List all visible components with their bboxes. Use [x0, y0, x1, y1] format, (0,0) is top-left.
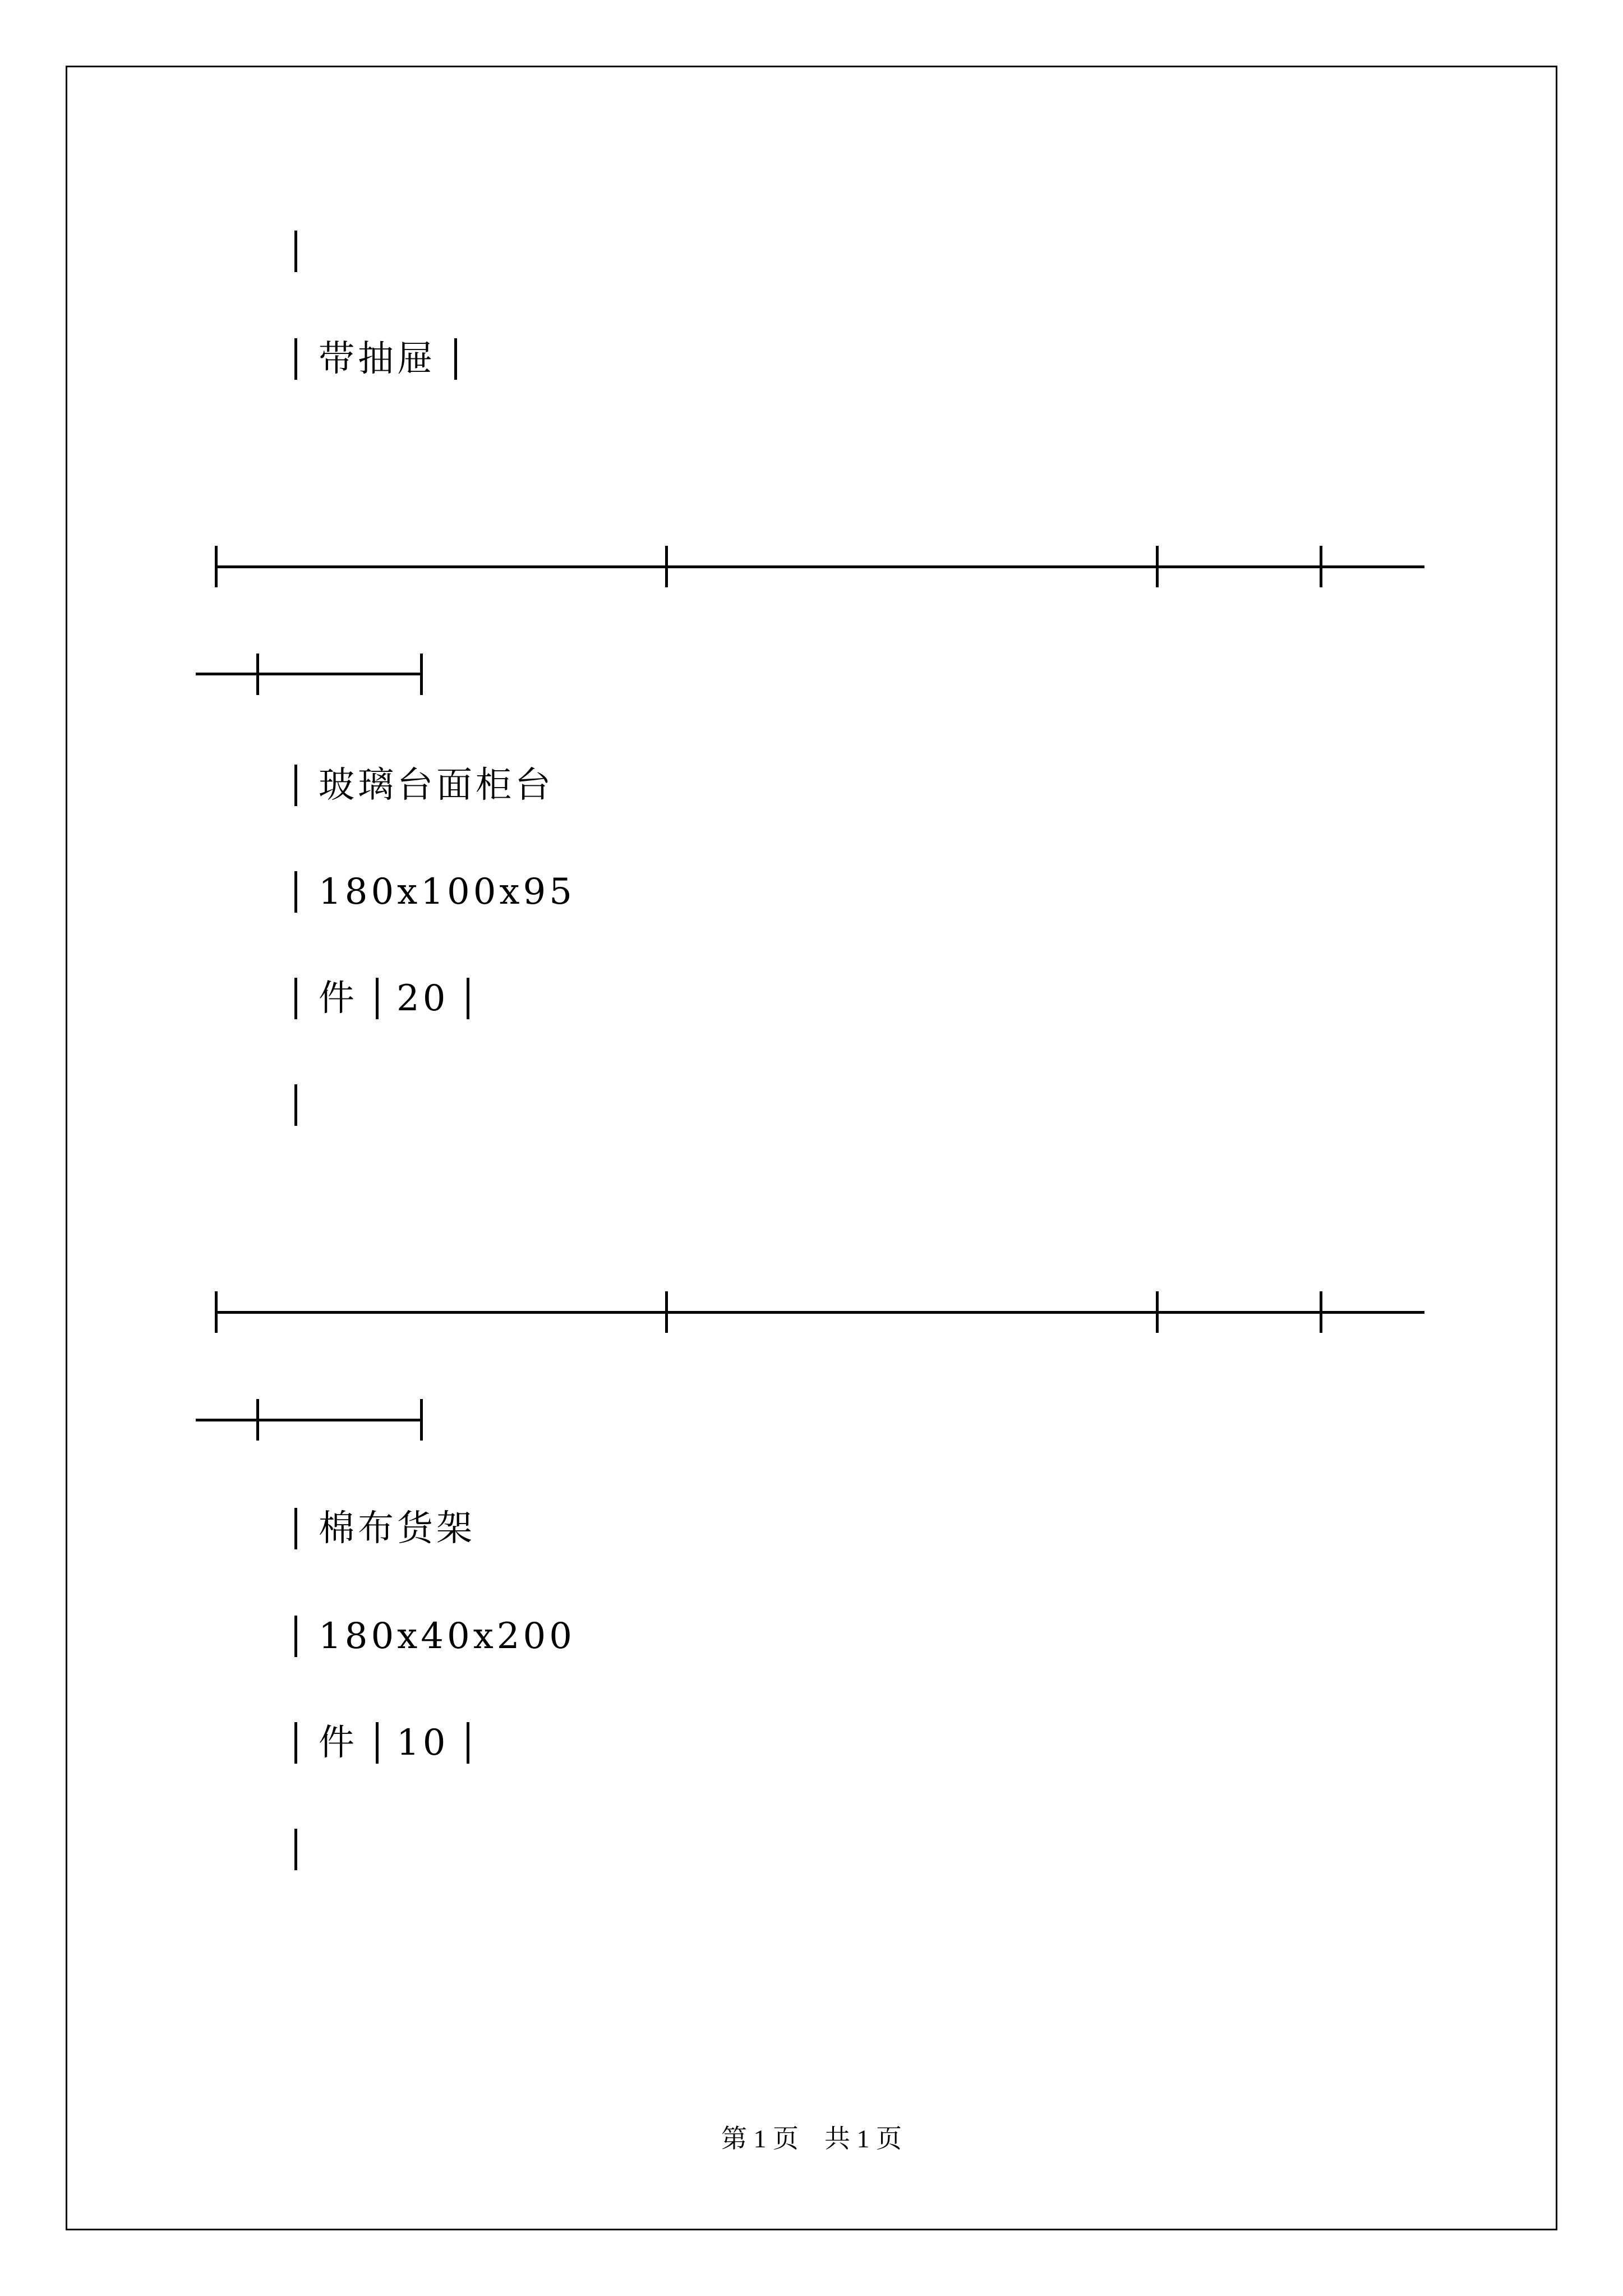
table-border-bar	[376, 978, 379, 1019]
page-border	[66, 66, 1557, 2230]
item-note: 带抽屉	[319, 338, 436, 380]
separator-tick	[665, 1291, 668, 1333]
table-border-bar	[294, 978, 297, 1019]
table-border-bar	[467, 1722, 469, 1764]
table-border-bar	[294, 338, 297, 380]
separator-line	[196, 673, 423, 675]
text-line-3	[294, 757, 554, 813]
separator-line	[216, 565, 1424, 568]
separator-tick	[420, 1399, 423, 1441]
text-line-10	[294, 1821, 297, 1878]
page-footer: 第 1 页 共 1 页	[721, 2124, 902, 2153]
table-border-bar	[294, 765, 297, 806]
item-size: 180x100x95	[319, 871, 575, 913]
item-name: 玻璃台面柜台	[319, 765, 554, 806]
separator-tick	[420, 654, 423, 695]
table-border-bar	[376, 1722, 379, 1764]
item-unit: 件	[319, 1722, 358, 1764]
separator-tick	[665, 546, 668, 587]
text-line-2	[294, 331, 457, 387]
text-line-4	[294, 864, 575, 920]
table-border-bar	[467, 978, 469, 1019]
text-line-5	[294, 970, 469, 1027]
table-border-bar	[294, 231, 297, 272]
separator-tick	[256, 1399, 259, 1441]
text-line-7	[294, 1501, 476, 1557]
item-name: 棉布货架	[319, 1508, 476, 1549]
separator-tick	[1156, 1291, 1159, 1333]
table-border-bar	[294, 1829, 297, 1870]
table-border-bar	[294, 1616, 297, 1657]
item-unit: 件	[319, 978, 358, 1019]
separator-line	[216, 1311, 1424, 1314]
item-quantity: 10	[396, 1722, 449, 1764]
separator-tick	[1320, 1291, 1322, 1333]
separator-tick	[1156, 546, 1159, 587]
separator-tick	[215, 1291, 218, 1333]
text-line-9	[294, 1715, 469, 1771]
table-border-bar	[294, 871, 297, 913]
item-quantity: 20	[396, 978, 449, 1019]
text-line-1	[294, 223, 297, 279]
separator-line	[196, 1419, 423, 1421]
separator-tick	[1320, 546, 1322, 587]
text-line-6	[294, 1077, 297, 1133]
table-border-bar	[294, 1722, 297, 1764]
table-border-bar	[454, 338, 457, 380]
separator-tick	[215, 546, 218, 587]
table-border-bar	[294, 1508, 297, 1549]
item-size: 180x40x200	[319, 1616, 575, 1657]
text-line-8	[294, 1608, 575, 1664]
table-border-bar	[294, 1084, 297, 1126]
separator-tick	[256, 654, 259, 695]
